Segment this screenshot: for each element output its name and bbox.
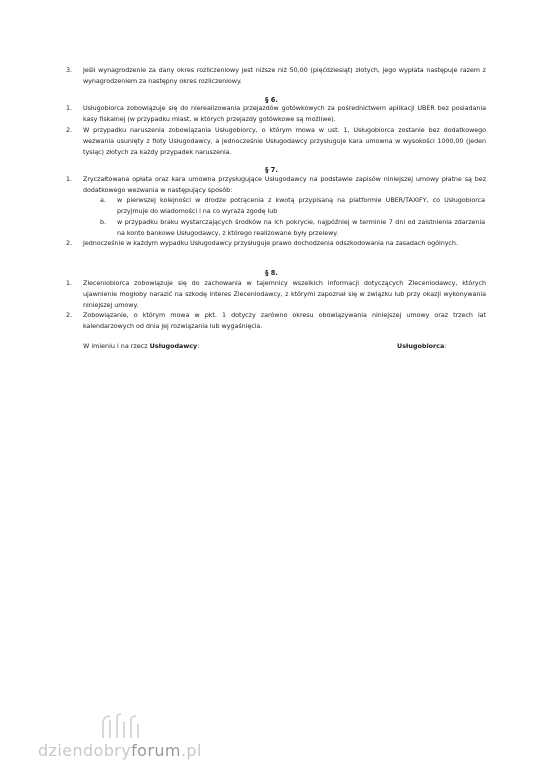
item-text: Zleceniobiorca zobowiązuje się do zachowania w tajemnicy wszelkich informacji dotyczących Zleceniodawcy, których ujawnienie mogłoby narazić na szkodę interes Zleceniodawcy, z którymi zapoznał się w związku lub przy okazji wykonywania niniejszej umowy. (83, 279, 486, 309)
watermark-part-2: forum (131, 741, 181, 760)
watermark-part-3: .pl (180, 741, 202, 760)
section-heading-8: § 8. (265, 269, 278, 277)
item-number: 1. (66, 279, 72, 287)
paragraph-7-sub-a (100, 195, 485, 217)
paragraph-7-item-1 (66, 174, 486, 196)
paragraph-6-item-1 (66, 103, 486, 125)
item-number: 1. (66, 104, 72, 112)
item-text: Jeśli wynagrodzenie za dany okres rozliczeniowy jest niższe niż 50,00 (pięćdziesiąt) złotych, jego wypłata następuje razem z wynagrodzeniem za następny okres rozliczeniowy. (83, 66, 486, 85)
item-text: Jednocześnie w każdym wypadku Usługodawcy przysługuje prawo dochodzenia odszkodowania na zasadach ogólnych. (83, 239, 458, 247)
item-number: 2. (66, 311, 72, 319)
signature-left-label (83, 342, 199, 350)
paragraph-5-item-3 (66, 65, 486, 87)
sub-item-text: w pierwszej kolejności w drodze potrącenia z kwotą przypisaną na platformie UBER/TAXIFY, co Usługobiorca przyjmuje do wiadomości i na co wyraża zgodę lub (117, 196, 485, 215)
paragraph-7-sub-b (100, 217, 485, 239)
signature-right-label (397, 342, 446, 350)
item-number: 2. (66, 126, 72, 134)
item-text: Zryczałtowana opłata oraz kara umowna przysługujące Usługodawcy na podstawie zapisów niniejszej umowy płatne są bez dodatkowego wezwania w następujący sposób: (83, 175, 486, 194)
paragraph-7-item-2 (66, 238, 486, 249)
forum-logo-icon (100, 712, 146, 740)
signature-left-prefix: W imieniu i na rzecz (83, 342, 150, 350)
item-text: Zobowiązanie, o którym mowa w pkt. 1 dotyczy zarówno okresu obowiązywania niniejszej umowy oraz trzech lat kalendarzowych od dnia jej rozwiązania lub wygaśnięcia. (83, 311, 486, 330)
sub-item-letter: a. (100, 196, 106, 204)
section-heading-7: § 7. (265, 166, 278, 174)
paragraph-8-item-2 (66, 310, 486, 332)
sub-item-text: w przypadku braku wystarczających środków na ich pokrycie, najpóźniej w terminie 7 dni od zaistnienia zdarzenia na konto bankowe Usługodawcy, z którego realizowane były przelewy. (117, 218, 485, 237)
watermark (38, 741, 202, 760)
signature-right-party: Usługobiorca (397, 342, 445, 350)
item-text: Usługobiorca zobowiązuje się do nierealizowania przejazdów gotówkowych za pośrednictwem aplikacji UBER bez posiadania kasy fiskalnej (w przypadku miast, w których przejazdy gotówkowe są możliwe). (83, 104, 486, 123)
item-text: W przypadku naruszenia zobowiązania Usługobiorcy, o którym mowa w ust. 1, Usługobiorca zostanie bez dodatkowego wezwania usunięty z floty Usługodawcy, a jednocześnie Usługodawcy przysługuje kara umowna w wysokości 1000,00 (jeden tysiąc) złotych za każdy przypadek naruszenia. (83, 126, 486, 156)
signature-left-colon: : (197, 342, 200, 350)
item-number: 1. (66, 175, 72, 183)
item-number: 2. (66, 239, 72, 247)
sub-item-letter: b. (100, 218, 106, 226)
section-heading-6: § 6. (265, 96, 278, 104)
paragraph-8-item-1 (66, 278, 486, 310)
signature-right-colon: : (444, 342, 447, 350)
signature-left-party: Usługodawcy (149, 342, 198, 350)
paragraph-6-item-2 (66, 125, 486, 157)
item-number: 3. (66, 66, 72, 74)
watermark-part-1: dziendobry (38, 741, 132, 760)
